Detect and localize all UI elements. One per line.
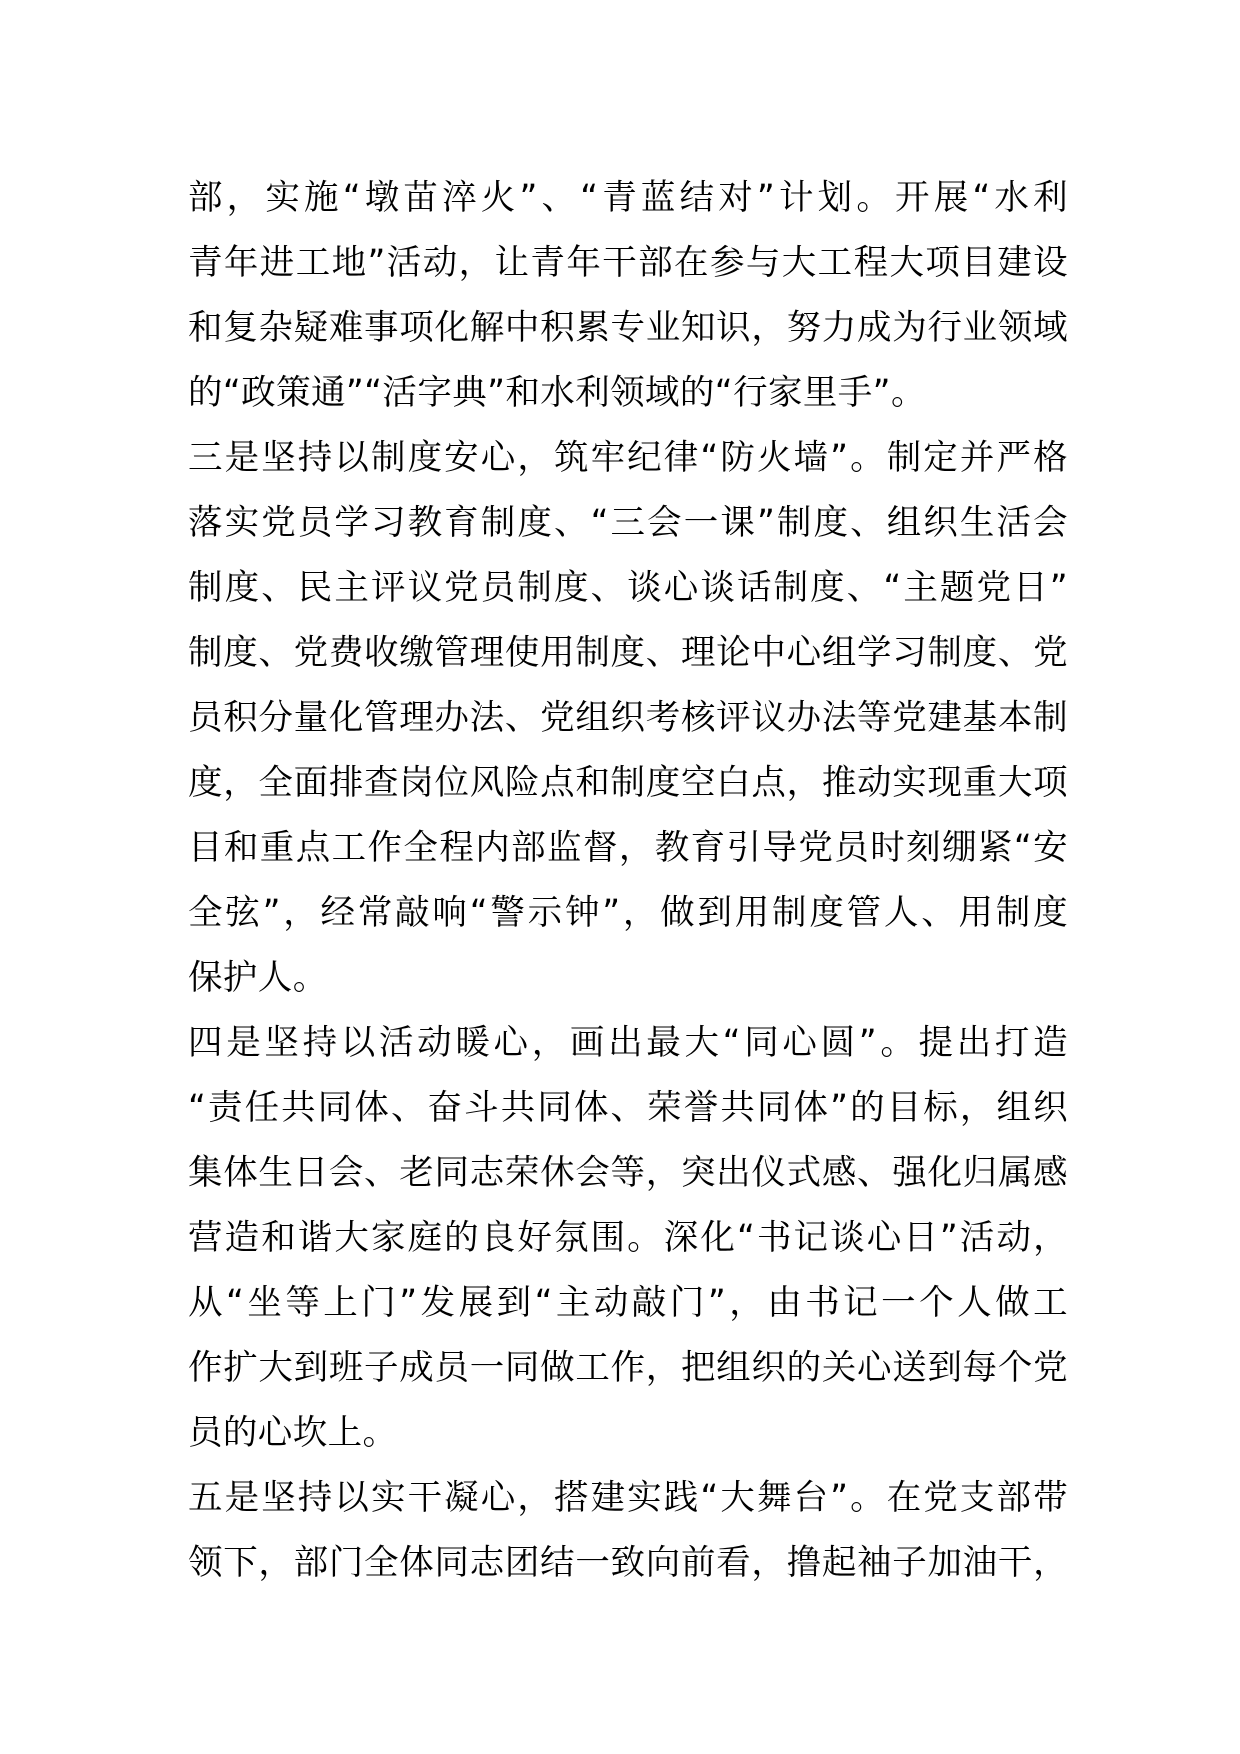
text-line: 营造和谐大家庭的良好氛围。深化“书记谈心日”活动，: [188, 1218, 1068, 1258]
paragraph-3: [188, 1011, 1068, 1466]
text-line: 青年进工地”活动，让青年干部在参与大工程大项目建设: [188, 243, 1068, 283]
text-line: 的“政策通”“活字典”和水利领域的“行家里手”。: [188, 373, 926, 413]
text-line: 从“坐等上门”发展到“主动敲门”，由书记一个人做工: [188, 1283, 1068, 1323]
paragraph-1: [188, 166, 1068, 426]
text-line: 员积分量化管理办法、党组织考核评议办法等党建基本制: [188, 698, 1068, 738]
text-line: 集体生日会、老同志荣休会等，突出仪式感、强化归属感: [188, 1153, 1068, 1193]
text-line: 员的心坎上。: [188, 1413, 398, 1453]
text-line: 四是坚持以活动暖心，画出最大“同心圆”。提出打造: [188, 1023, 1068, 1063]
text-line: 度，全面排查岗位风险点和制度空白点，推动实现重大项: [188, 763, 1068, 803]
text-line: 全弦”，经常敲响“警示钟”，做到用制度管人、用制度: [188, 893, 1068, 933]
text-line: 作扩大到班子成员一同做工作，把组织的关心送到每个党: [188, 1348, 1068, 1388]
text-line: 和复杂疑难事项化解中积累专业知识，努力成为行业领域: [188, 308, 1068, 348]
text-line: 部，实施“墩苗淬火”、“青蓝结对”计划。开展“水利: [188, 178, 1068, 218]
text-line: 目和重点工作全程内部监督，教育引导党员时刻绷紧“安: [188, 828, 1068, 868]
paragraph-4: [188, 1466, 1068, 1596]
text-line: 制度、党费收缴管理使用制度、理论中心组学习制度、党: [188, 633, 1068, 673]
paragraph-2: [188, 426, 1068, 1011]
text-line: 三是坚持以制度安心，筑牢纪律“防火墙”。制定并严格: [188, 438, 1068, 478]
document-body: [188, 166, 1068, 1596]
text-line: 制度、民主评议党员制度、谈心谈话制度、“主题党日”: [188, 568, 1068, 608]
text-line: 领下，部门全体同志团结一致向前看，撸起袖子加油干，: [188, 1543, 1068, 1583]
text-line: 落实党员学习教育制度、“三会一课”制度、组织生活会: [188, 503, 1068, 543]
text-line: 保护人。: [188, 958, 328, 998]
text-line: “责任共同体、奋斗共同体、荣誉共同体”的目标，组织: [188, 1088, 1068, 1128]
text-line: 五是坚持以实干凝心，搭建实践“大舞台”。在党支部带: [188, 1478, 1068, 1518]
